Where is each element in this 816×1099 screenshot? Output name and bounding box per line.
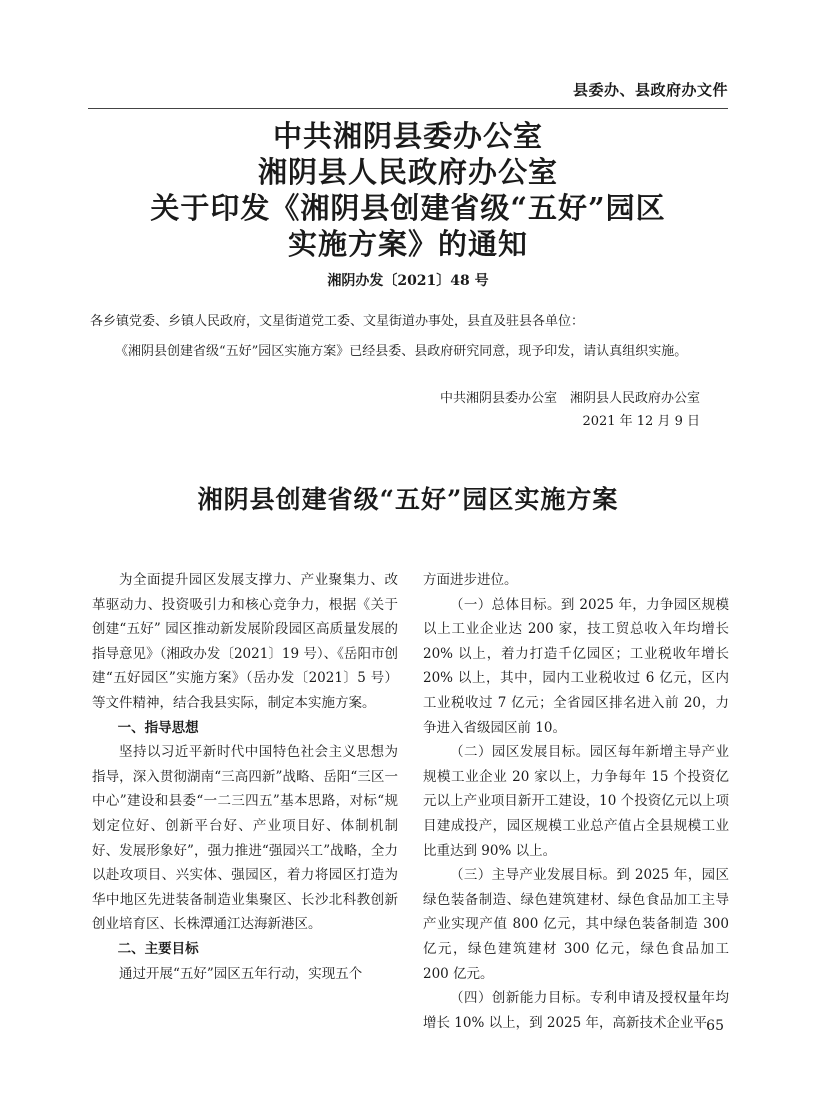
left-column <box>92 568 398 986</box>
issue-date: 2021 年 12 月 9 日 <box>582 414 700 429</box>
continuation-text: 方面进步进位。 <box>423 572 518 588</box>
goal-overall: （一）总体目标。到 2025 年，力争园区规模以上工业企业达 200 家，技工贸总收入年均增长 20% 以上，着力打造千亿园区；工业税收年增长 20% 以上，其中，园内工业税收过 6 亿元，区内工业税收过 7 亿元；全省园区排名进入前 20，力争进入省级园区前 10。 <box>423 596 729 736</box>
section-heading-guiding-ideology: 一、指导思想 <box>117 719 199 736</box>
guiding-ideology-paragraph: 坚持以习近平新时代中国特色社会主义思想为指导，深入贯彻湖南“三高四新”战略、岳阳“三区一中心”建设和县委“一二三四五”基本思路，对标“规划定位好、创新平台好、产业项目好、体制机制好、发展形象好”，强力推进“强园兴工”战略，全力以赴攻项目、兴实体、强园区，着力将园区打造为华中地区先进装备制造业集聚区、长沙北科教创新创业培育区、长株潭通江达海新港区。 <box>92 744 398 933</box>
issuing-offices: 中共湘阴县委办公室 湘阴县人民政府办公室 <box>439 391 700 406</box>
document-number: 湘阴办发〔2021〕48 号 <box>327 273 489 289</box>
plan-title: 湘阴县创建省级“五好”园区实施方案 <box>197 485 619 514</box>
notice-title <box>0 118 816 262</box>
goal-leading-industry: （三）主导产业发展目标。到 2025 年，园区绿色装备制造、绿色建筑建材、绿色食品加工主导产业实现产值 800 亿元，其中绿色装备制造 300 亿元，绿色建筑建材 300 亿元，绿色食品加工 200 亿元。 <box>423 867 729 982</box>
section-header-label: 县委办、县政府办文件 <box>572 81 728 99</box>
goals-intro-paragraph: 通过开展“五好”园区五年行动，实现五个 <box>119 965 363 982</box>
page-number: 65 <box>706 1018 724 1034</box>
title-line-4: 实施方案》的通知 <box>287 227 528 261</box>
title-line-3: 关于印发《湘阴县创建省级“五好”园区 <box>150 191 666 225</box>
goal-innovation: （四）创新能力目标。专利申请及授权量年均增长 10% 以上，到 2025 年，高新技术企业平 <box>423 990 729 1031</box>
goal-park-development: （二）园区发展目标。园区每年新增主导产业规模工业企业 20 家以上，力争每年 15 个投资亿元以上产业项目新开工建设，10 个投资亿元以上项目建成投产，园区规模工业总产值占全县规模工业比重达到 90% 以上。 <box>423 744 729 859</box>
title-line-2: 湘阴县人民政府办公室 <box>257 155 558 189</box>
right-column <box>423 568 729 1035</box>
notice-body: 《湘阴县创建省级“五好”园区实施方案》已经县委、县政府研究同意，现予印发，请认真组织实施。 <box>115 344 688 359</box>
recipients-line: 各乡镇党委、乡镇人民政府，文星街道党工委、文星街道办事处，县直及驻县各单位： <box>90 314 585 329</box>
section-heading-main-goals: 二、主要目标 <box>117 940 199 957</box>
intro-paragraph: 为全面提升园区发展支撑力、产业聚集力、改革驱动力、投资吸引力和核心竞争力，根据《关于创建“五好” 园区推动新发展阶段园区高质量发展的指导意见》（湘政办发〔2021〕19 号）、《岳阳市创建“五好园区”实施方案》（岳办发〔2021〕5 号）等文件精神，结合我县实际，制定本实施方案。 <box>92 572 398 711</box>
title-line-1: 中共湘阴县委办公室 <box>272 119 543 153</box>
header-divider <box>88 108 728 109</box>
